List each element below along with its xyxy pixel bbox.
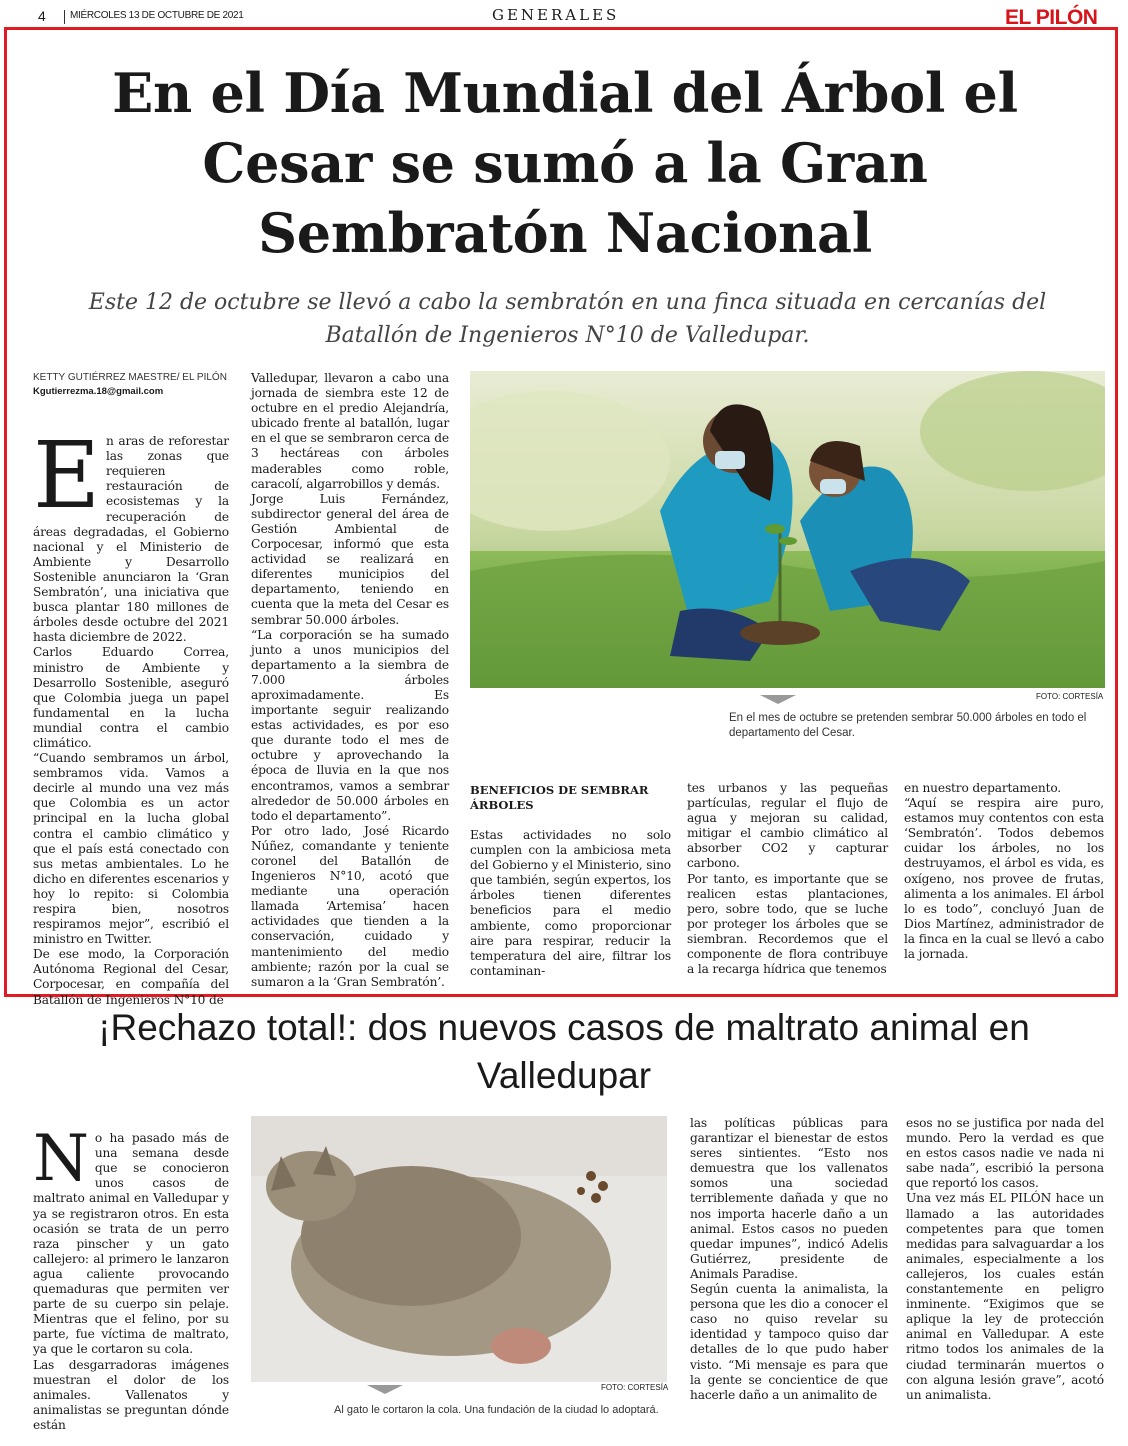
article1-subhead: Este 12 de octubre se llevó a cabo la sembratón en una finca situada en cercanías del Batallón de Ingenieros N°10 de Valledupar. <box>88 290 1047 348</box>
section-name: GENERALES <box>492 6 620 24</box>
article2-column-3: las políticas públicas para garantizar el bienestar de estos seres sintientes. “Esto nos demuestra que los vallenatos somos una sociedad terriblemente dañada y que no nos importa hacerle daño a un animal. Estos casos no pueden quedar impunes”, indicó Adelis Gutiérrez, presidente de Animals Paradise. Según cuenta la animalista, la persona que les dio a conocer el caso no quiso revelar su identidad y tampoco quiso dar detalles de lo que pudo haber visto. “Mi mensaje es para que la gente se concientice de que hacerle daño a un animalito de <box>690 1116 888 1402</box>
author-byline: KETTY GUTIÉRREZ MAESTRE/ EL PILÓN <box>33 372 227 383</box>
cat-image <box>251 1116 667 1382</box>
article2-column-1 <box>33 1116 229 1432</box>
article1-column-2: Valledupar, llevaron a cabo una jornada de siembra este 12 de octubre en el predio Alejandría, ubicado frente al batallón, lugar en el que se sembraron cerca de 3 hectáreas con árboles maderables como roble, caracolí, algarrobillos y demás. Jorge Luis Fernández, subdirector general del área de Gestión Ambiental de Corpocesar, informó que esta actividad se realizará en diferentes municipios del departamento, teniendo en cuenta que la meta del Cesar es sembrar 50.000 árboles. “La corporación se ha sumado junto a unos municipios del departamento a la siembra de 7.000 árboles aproximadamente. Es importante seguir realizando estas actividades, es por eso que durante todo el mes de octubre y aprovechando la época de lluvia en la que nos encontramos, vamos a sembrar alrededor de 50.000 árboles en todo el departamento”. Por otro lado, José Ricardo Núñez, comandante y teniente coronel del Batallón de Ingenieros N°10, acotó que mediante una operación llamada ‘Artemisa’ hacen actividades que tienden a la conservación, cuidado y mantenimiento del medio ambiente; razón por la cual se sumaron a la ‘Gran Sembratón’. <box>251 371 449 989</box>
header-divider <box>64 10 65 24</box>
article2-column-4: esos no se justifica por nada del mundo. Pero la verdad es que en estos casos nadie ve nada ni sabe nada”, escribió la persona que reportó los casos. Una vez más EL PILÓN hace un llamado a las autoridades competentes para que tomen medidas para salvaguardar a los animales, especialmente a los callejeros, los cuales están constantemente en peligro inminente. “Exigimos que se aplique la ley de protección animal en Valledupar. A este ritmo todos los animales de la ciudad terminarán muertos o con alguna lesión grave”, acotó un animalista. <box>906 1116 1104 1402</box>
article1-column-4: tes urbanos y las pequeñas partículas, regular el flujo de agua y mejoran su calidad, mitigar el cambio climático al absorber CO2 y capturar carbono. Por tanto, es importante que se realicen estas plantaciones, pero, sobre todo, que se luche por proteger los árboles que se siembran. Recordemos que el componente de flora contribuye a la recarga hídrica que tenemos <box>687 781 888 977</box>
article1-lead-text: n aras de reforestar las zonas que requieren restauración de ecosistemas y la recuperación de áreas degradadas, el Gobierno nacional y el Ministerio de Ambiente y Desarrollo Sostenible anunciaron la ‘Gran Sembratón’, una iniciativa que busca plantar 180 millones de árboles desde octubre del 2021 hasta diciembre de 2022. <box>33 434 229 645</box>
author-email: Kgutierrezma.18@gmail.com <box>33 386 164 397</box>
dropcap-letter: E <box>33 422 101 530</box>
issue-date: MIÉRCOLES 13 DE OCTUBRE DE 2021 <box>70 10 244 21</box>
article2-lead-text: o ha pasado más de una semana desde que se conocieron unos casos de maltrato animal en Valledupar y ya se registraron otros. En esta ocasión se trata de un perro raza pinscher y un gato callejero: al primero le lanzaron agua caliente provocando quemaduras que permiten ver parte de su cuerpo sin pelaje. Mientras que el felino, por su parte, fue víctima de maltrato, ya que le cortaron su cola. <box>33 1131 229 1357</box>
article1-body-text: Carlos Eduardo Correa, ministro de Ambiente y Desarrollo Sostenible, aseguró que Colombia juega un papel fundamental en la lucha mundial contra el cambio climático. “Cuando sembramos un árbol, sembramos vida. Vamos a decirle al mundo una vez más que Colombia es un actor principal en la lucha global contra el cambio climático y que el país está conectado con sus metas ambientales. Lo he dicho en diferentes escenarios y hoy lo repito: si Colombia respira bien, nosotros respiramos mejor”, escribió el ministro en Twitter. De ese modo, la Corporación Autónoma Regional del Cesar, Corpocesar, en compañía del Batallón de Ingenieros N°10 de <box>33 645 229 1007</box>
section-subheading: BENEFICIOS DE SEMBRAR ÁRBOLES <box>470 783 649 812</box>
photo-caption: En el mes de octubre se pretenden sembrar 50.000 árboles en todo el departamento del Cesar. <box>729 712 1087 739</box>
dropcap-letter: N <box>33 1122 89 1197</box>
caption-marker-icon <box>760 695 796 704</box>
photo-caption-2: Al gato le cortaron la cola. Una fundación de la ciudad lo adoptará. <box>334 1404 659 1416</box>
photo-credit: FOTO: CORTESÍA <box>1036 692 1104 701</box>
article2-body-text: Las desgarradoras imágenes muestran el dolor de los animales. Vallenatos y animalistas se preguntan dónde están <box>33 1357 229 1432</box>
article2-headline: ¡Rechazo total!: dos nuevos casos de maltrato animal en Valledupar <box>98 1007 1030 1096</box>
photo-credit-2: FOTO: CORTESÍA <box>601 1383 669 1392</box>
brand-logo: EL PILÓN <box>1005 6 1098 29</box>
article1-column-3: Estas actividades no solo cumplen con la ambiciosa meta del Gobierno y el Ministerio, sino que también, según expertos, los árboles tienen diferentes beneficios para el medio ambiente, como proporcionar aire para respirar, reducir la temperatura del aire, filtrar los contaminan- <box>470 828 671 978</box>
page-number: 4 <box>38 8 46 24</box>
caption-marker-icon <box>367 1385 403 1394</box>
tree-planting-image <box>470 371 1105 688</box>
article1-column-1 <box>33 419 229 1007</box>
tree-planting-photo <box>470 371 1105 688</box>
cat-photo <box>251 1116 667 1382</box>
article1-column-5: en nuestro departamento. “Aquí se respira aire puro, estamos muy contentos con esta ‘Sembratón’. Todos debemos cuidar los árboles, no los destruyamos, el árbol es vida, es oxígeno, nos provee de frutas, alimenta a los animales. El árbol lo es todo”, concluyó Juan de Dios Martínez, administrador de la finca en la cual se llevó a cabo la jornada. <box>904 781 1104 962</box>
article1-headline: En el Día Mundial del Árbol el Cesar se sumó a la Gran Sembratón Nacional <box>112 61 1018 265</box>
